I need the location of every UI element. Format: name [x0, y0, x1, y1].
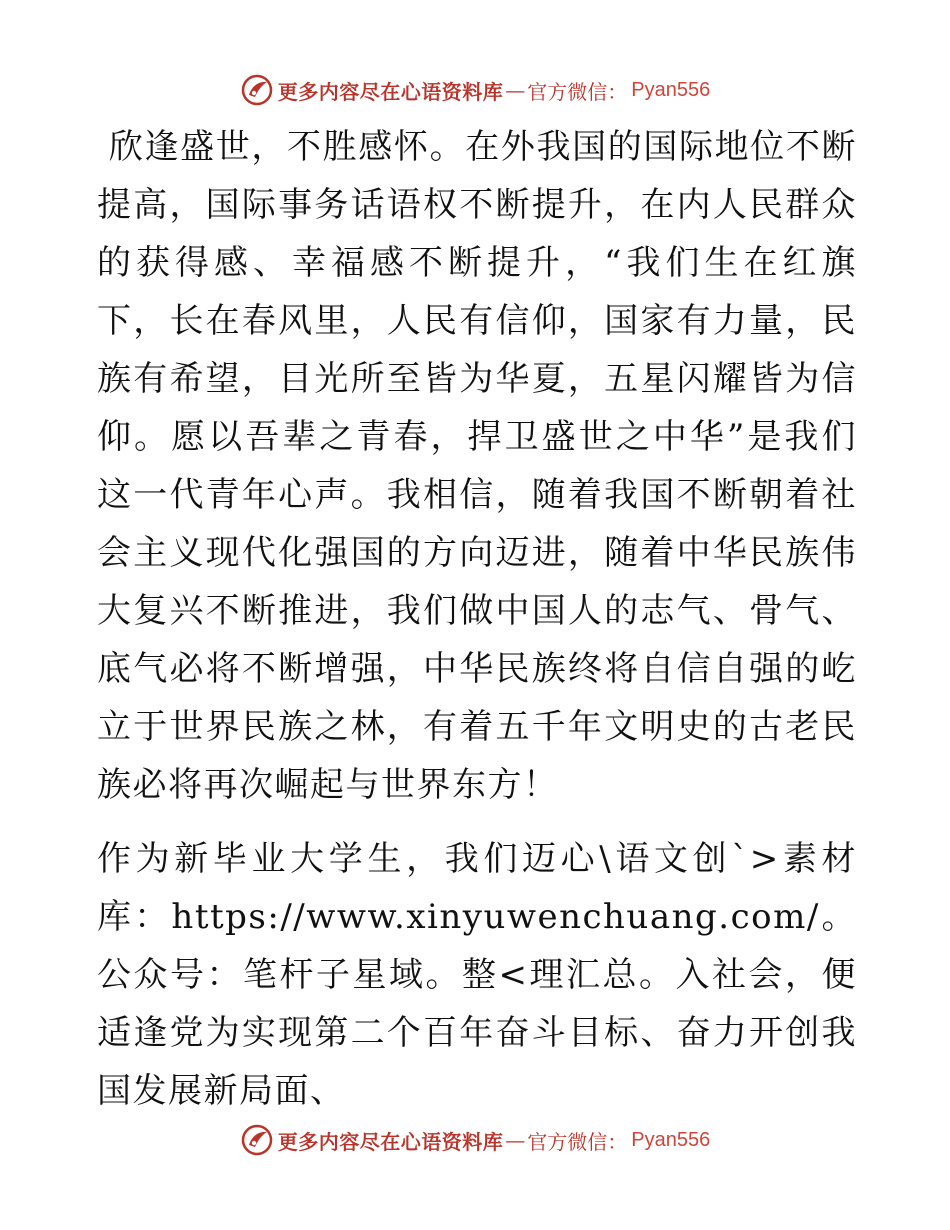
body-paragraph-1: 欣逢盛世，不胜感怀。在外我国的国际地位不断提高，国际事务话语权不断提升，在内人民群众的获得感、幸福感不断提升，“我们生在红旗下，长在春风里，人民有信仰，国家有力量，民族有希望，目光所至皆为华夏，五星闪耀皆为信仰。愿以吾辈之青春，捍卫盛世之中华”是我们这一代青年心声。我相信，随着我国不断朝着社会主义现代化强国的方向迈进，随着中华民族伟大复兴不断推进，我们做中国人的志气、骨气、底气必将不断增强，中华民族终将自信自强的屹立于世界民族之林，有着五千年文明史的古老民族必将再次崛起与世界东方！: [97, 127, 857, 805]
banner-wechat-id: Pyan556: [631, 1128, 711, 1151]
banner-tagline: 更多内容尽在心语资料库: [277, 79, 504, 104]
document-body: [97, 118, 857, 1120]
banner-separator: —: [505, 78, 526, 102]
body-paragraph-2: 作为新毕业大学生，我们迈心\语文创`>素材库：https://www.xinyuwenchuang.com/。公众号：笔杆子星域。整<理汇总。入社会，便适逢党为实现第二个百年奋斗目标、奋力开创我国发展新局面、: [97, 839, 857, 1111]
banner-separator: —: [505, 1128, 526, 1152]
brand-logo-icon: [240, 1123, 274, 1157]
banner-wechat-label: 官方微信：: [527, 79, 628, 104]
header-watermark-banner: [0, 70, 950, 110]
brand-logo-icon: [240, 73, 274, 107]
banner-wechat-id: Pyan556: [631, 78, 711, 101]
footer-watermark-banner: [0, 1120, 950, 1160]
banner-tagline: 更多内容尽在心语资料库: [277, 1129, 504, 1154]
banner-wechat-label: 官方微信：: [527, 1129, 628, 1154]
